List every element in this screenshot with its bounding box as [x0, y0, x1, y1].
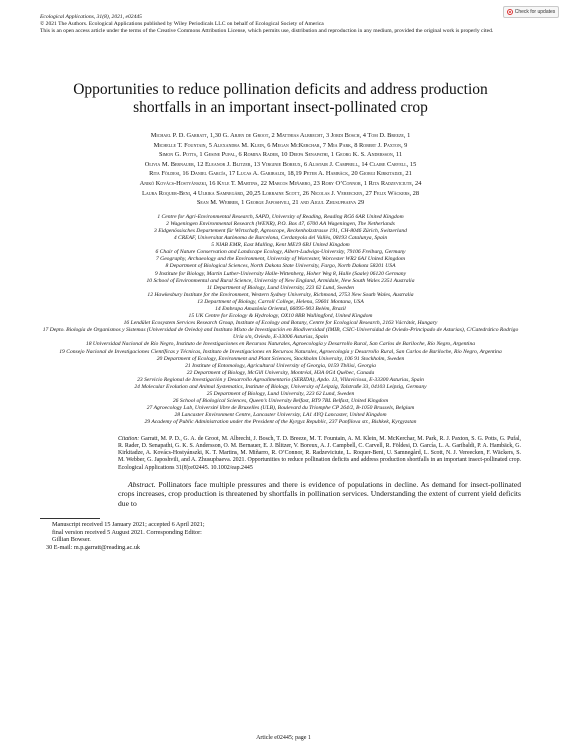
affiliation-item: 14 Embrapa Amazônia Oriental, 66095-903 Belém, Brazil [215, 305, 346, 312]
affiliation-item: 3 Eidgenössisches Departement für Wirtschaft, Agroscope, Reckenholzstrasse 191, CH-8046 Zürich, Switzerland [154, 227, 407, 234]
affiliation-item: 5 NIAB EMR, East Malling, Kent ME19 6BJ United Kingdom [211, 242, 350, 249]
affiliation-item: 27 Agroecology Lab, Université libre de Bruxelles (ULB), Boulevard du Triomphe CP 264/2, B-1050 Brussels, Belgium [146, 405, 415, 412]
affiliation-item: 15 UK Centre for Ecology & Hydrology, OX10 8BB Wallingford, United Kingdom [188, 313, 373, 320]
affiliation-item: 6 Chair of Nature Conservation and Landscape Ecology, Albert-Ludwigs-University, 79106 Freiburg, Germany [155, 249, 406, 256]
affiliation-item: 16 Lendület Ecosystem Services Research Group, Institute of Ecology and Botany, Centre for Ecological Research, 2163 Vácrátót, Hungary [123, 320, 438, 327]
affiliation-item: 28 Lancaster Environment Centre, Lancaster University, LA1 4YQ Lancaster, United Kingdom [174, 412, 387, 419]
affiliation-item: 26 School of Biological Sciences, Queen’s University Belfast, BT9 7BL Belfast, United Kingdom [172, 398, 389, 405]
journal-header [40, 14, 521, 35]
corresponding-editor: Gillian Bowser. [52, 536, 91, 544]
manuscript-received: Manuscript received 15 January 2021; accepted 6 April 2021; [52, 521, 205, 529]
footnote-divider [40, 518, 100, 519]
author-list [40, 131, 521, 208]
journal-citation-line: Ecological Applications, 31(8), 2021, e02445 [40, 14, 142, 20]
affiliation-item: 21 Institute of Entomology, Agricultural University of Georgia, 0159 Tbilisi, Georgia [185, 362, 376, 369]
affiliation-item: 25 Department of Biology, Lund University, 223 62 Lund, Sweden [206, 391, 355, 398]
affiliation-item: 20 Department of Ecology, Environment and Plant Sciences, Stockholm University, 106 91 Stockholm, Sweden [156, 355, 405, 362]
author-line: Sean M. Webber, 1 George Japoshvili, 21 and Aigul Zhusupbaeva 29 [196, 199, 365, 207]
crossmark-icon [507, 9, 513, 15]
affiliation-item: 11 Department of Biology, Lund University, 223 62 Lund, Sweden [206, 284, 355, 291]
footnotes [40, 521, 521, 551]
affiliation-list [40, 214, 521, 427]
affiliation-item: 10 School of Environmental and Rural Science, University of New England, Armidale, New South Wales 2351 Australia [146, 277, 415, 284]
affiliation-item: 29 Academy of Public Administration under the President of the Kyrgyz Republic, 237 Panfilova str., Bishkek, Kyrgyzstan [144, 419, 417, 426]
author-line: Olivia M. Bernauer, 12 Eleanor J. Blitzer, 13 Virginie Boreux, 6 Alistair J. Campbell, 14 Claire Carvell, 15 [144, 160, 417, 168]
check-for-updates-label: Check for updates [514, 9, 556, 15]
final-version: final version received 5 August 2021. Corresponding Editor: [52, 528, 202, 536]
author-line: Michelle T. Fountain, 5 Alexandra M. Klein, 6 Megan McKerchar, 7 Mia Park, 8 Robert J. Paxton, 9 [153, 141, 408, 149]
affiliation-item: 23 Servicio Regional de Investigación y Desarrollo Agroalimentario (SERIDA), Apdo. 13, Villaviciosa, E-33300 Asturias, Spain [137, 376, 424, 383]
affiliation-item: 24 Molecular Evolution and Animal Systematics, Institute of Biology, University of Leipzig, Talstraße 33, 04103 Leipzig, Germany [134, 384, 427, 390]
affiliation-item: 22 Department of Biology, McGill University, Montréal, H3A 0G4 Québec, Canada [186, 369, 375, 376]
license-line: This is an open access article under the terms of the Creative Commons Attribution License, which permits use, distribution and reproduction in any medium, provided the original work is properly cited. [40, 28, 494, 34]
affiliation-item: 19 Consejo Nacional de Investigaciones Científicas y Técnicas, Instituto de Investigaciones en Recursos Naturales, Agroecología y Desarrollo Rural, San Carlos de Bariloche, Río Negro, Argentina [59, 348, 502, 355]
affiliation-item: 9 Institute for Biology, Martin Luther-University Halle-Wittenberg, Hoher Weg 8, Halle (Saale) 06120 Germany [154, 270, 407, 277]
page-footer: Article e02445; page 1 [256, 735, 311, 741]
affiliation-item: 18 Universidad Nacional de Río Negro, Instituto de Investigaciones en Recursos Naturales, Agroecología y Desarrollo Rural, San Carlos de Bariloche, Río Negro, Argentina [85, 341, 476, 348]
affiliation-item: 13 Department of Biology, Carroll College, Helena, 59601 Montana, USA [197, 298, 364, 305]
abstract-label: Abstract. [128, 480, 156, 490]
affiliation-item: 7 Geography, Archaeology and the Environment, University of Worcester, Worcester WR2 6AJ United Kingdom [155, 256, 406, 263]
author-line: Laura Roquer-Beni, 4 Ulrika Samnegård, 20,25 Lorraine Scott, 26 Nicolas J. Vereecken, 27 Felix Wäckers, 28 [141, 189, 420, 197]
abstract-block [118, 480, 521, 508]
affiliation-item: 4 CREAF, Universitat Autònoma de Barcelona, Cerdanyola del Vallès, 08193 Catalunya, Spain [173, 235, 388, 242]
affiliation-item: 17 Depto. Biología de Organismos y Sistemas (Universidad de Oviedo) and Instituto Mixto de Investigación en Biodiversidad (IMIB, CSIC-Universidad de Oviedo-Principado de Asturias), C/Catedrático Rodrigo Uría s/n, Oviedo, E-33006 Asturias, Spain [42, 327, 519, 341]
citation-label: Citation: [118, 435, 140, 442]
author-line: Michael P. D. Garratt, 1,30 G. Arjen de Groot, 2 Matthias Albrecht, 3 Jordi Bosch, 4 Tom D. Breeze, 1 [150, 132, 411, 139]
affiliation-item: 12 Hawkesbury Institute for the Environment, Western Sydney University, Richmond, 2753 New South Wales, Australia [147, 291, 414, 298]
author-line: Rita Földesi, 16 Daniel García, 17 Lucas A. Garibaldi, 18,19 Peter A. Hambäck, 20 Giorgi Kirkitadze, 21 [149, 170, 412, 178]
citation-text: Garratt, M. P. D., G. A. de Groot, M. Albrecht, J. Bosch, T. D. Breeze, M. T. Fountain, A. M. Klein, M. McKerchar, M. Park, R. J. Paxton, S. G. Potts, G. Pufal, R. Rader, D. Senapathi, G. K. S. Andersson, O. M. Bernauer, E. J. Blitzer, V. Boreux, A. J. Campbell, C. Carvell, R. Földesi, D. García, L. A. Garibaldi, P. A. Hambäck, G. Kirkitadze, A. Kovács-Hostyánszki, K. T. Martins, M. Miñarro, R. O’Connor, R. Radzeviciute, L. Roquer-Beni, U. Samnegård, L. Scott, N. J. Vereecken, F. Wäckers, S. M. Webber, G. Japoshvili, and A. Zhusupbaeva. 2021. Opportunities to reduce pollination deficits and address production shortfalls in an important insect-pollinated crop. Ecological Applications 31(8):e02445. 10.1002/eap.2445 [118, 435, 521, 471]
citation-block [118, 436, 521, 472]
affiliation-item: 1 Centre for Agri-Environmental Research, SAPD, University of Reading, Reading RG6 6AR United Kingdom [157, 213, 404, 220]
abstract-text: Pollinators face multiple pressures and there is evidence of populations in decline. As demand for insect-pollinated crops increases, crop production is threatened by shortfalls in pollination services. Understanding the extent of current yield deficits due to [118, 480, 522, 508]
affiliation-item: 8 Department of Biological Sciences, North Dakota State University, Fargo, North Dakota 58201 USA [165, 263, 396, 270]
author-line: Simon G. Potts, 1 Gesine Pufal, 6 Romina Rader, 10 Deepa Senapathi, 1 Georg K. S. Andersson, 11 [158, 151, 403, 159]
copyright-line: © 2021 The Authors. Ecological Applications published by Wiley Periodicals LLC on behalf of Ecological Society of America [40, 21, 324, 27]
check-for-updates-badge[interactable] [503, 6, 559, 18]
article-title: Opportunities to reduce pollination deficits and address production shortfalls in an important insect-pollinated crop [73, 81, 488, 116]
author-line: Anikó Kovács-Hostyánszki, 16 Kyle T. Martins, 22 Marcos Miñarro, 23 Rory O’Connor, 1 Rita Radzeviciute, 24 [139, 179, 422, 187]
corresponding-email[interactable]: 30 E-mail: m.p.garratt@reading.ac.uk [46, 544, 141, 552]
affiliation-item: 2 Wageningen Environmental Research (WENR), P.O. Box 47, 6700 AA Wageningen, The Netherlands [166, 220, 395, 227]
